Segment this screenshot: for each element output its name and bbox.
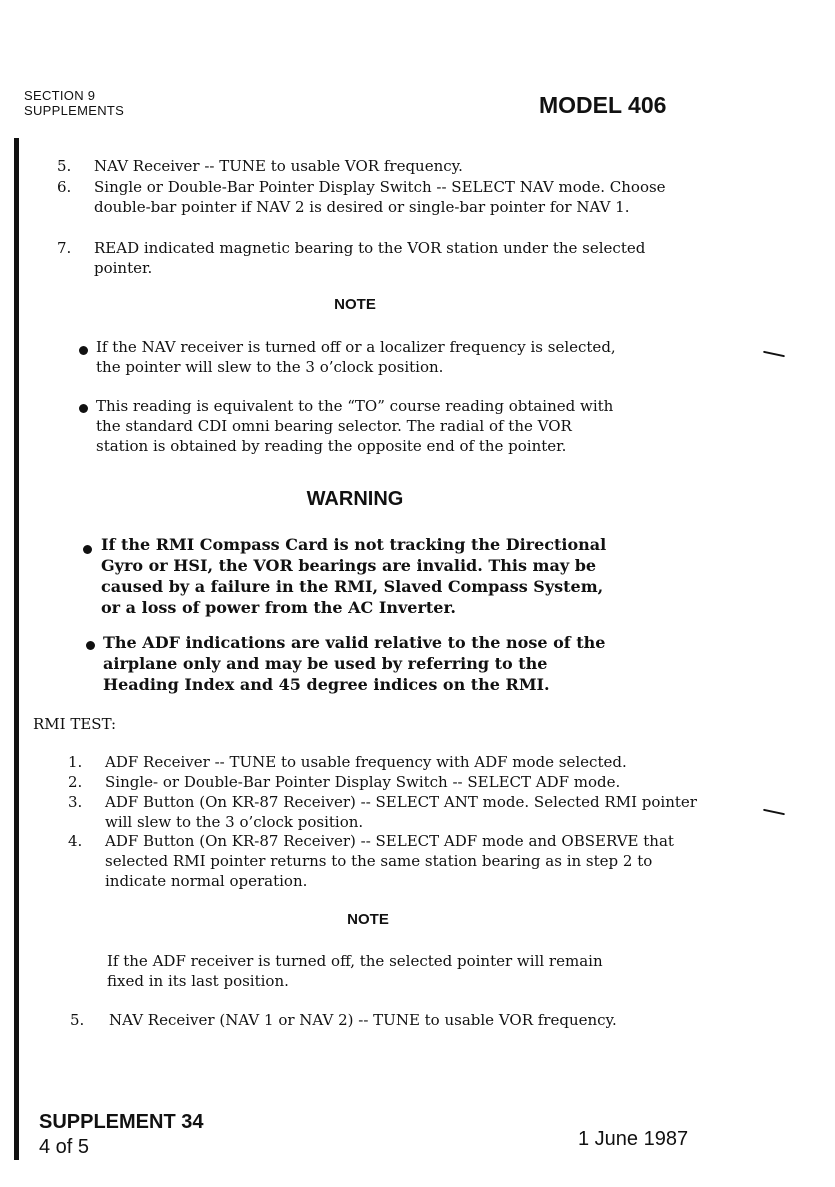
warning-bullet-text: The ADF indications are valid relative to the nose of the airplane only and may be used by referring to the Heading Index and 45 degree indices on the RMI. [103,633,606,694]
step-number: 5. [57,157,72,175]
step-text: ADF Button (On KR-87 Receiver) -- SELECT ANT mode. Selected RMI pointer will slew to the 3 o’clock position. [105,793,697,831]
step-number: 2. [68,773,83,791]
step-text: READ indicated magnetic bearing to the VOR station under the selected pointer. [94,239,646,277]
supplements-label: SUPPLEMENTS [24,103,125,118]
section-label: SECTION 9 [24,88,96,103]
note-text: If the ADF receiver is turned off, the selected pointer will remain fixed in its last position. [107,952,603,990]
step-text: Single- or Double-Bar Pointer Display Switch -- SELECT ADF mode. [105,773,621,791]
warning-bullet-text: If the RMI Compass Card is not tracking the Directional Gyro or HSI, the VOR bearings are invalid. This may be caused by a failure in the RMI, Slaved Compass System, or a loss of power from the AC Inverter. [101,535,607,617]
step-number: 6. [57,178,72,196]
step-number: 5. [70,1011,85,1029]
bullet-icon [79,404,88,413]
step-text: Single or Double-Bar Pointer Display Switch -- SELECT NAV mode. Choose double-bar pointer if NAV 2 is desired or single-bar pointer for NAV 1. [94,178,666,216]
model-title: MODEL 406 [539,92,667,118]
bullet-icon [79,346,88,355]
step-text: ADF Receiver -- TUNE to usable frequency with ADF mode selected. [105,753,627,771]
revision-date: 1 June 1987 [578,1128,689,1150]
step-number: 3. [68,793,83,811]
step-number: 7. [57,239,72,257]
step-number: 1. [68,753,83,771]
bullet-icon [86,641,95,650]
note-heading: NOTE [347,911,389,928]
supplement-label: SUPPLEMENT 34 [39,1111,204,1133]
warning-heading: WARNING [306,488,404,510]
page-number: 4 of 5 [39,1136,90,1158]
step-number: 4. [68,832,83,850]
revision-change-bar [14,138,19,1160]
bullet-icon [83,545,92,554]
note-bullet-text: This reading is equivalent to the “TO” course reading obtained with the standard CDI omni bearing selector. The radial of the VOR station is obtained by reading the opposite end of the pointer. [96,397,614,455]
rmi-test-title: RMI TEST: [33,715,117,733]
note-heading: NOTE [334,296,376,313]
note-bullet-text: If the NAV receiver is turned off or a localizer frequency is selected, the pointer will slew to the 3 o’clock position. [96,338,616,376]
step-text: ADF Button (On KR-87 Receiver) -- SELECT ADF mode and OBSERVE that selected RMI pointer returns to the same station bearing as in step 2 to indicate normal operation. [105,832,674,890]
margin-tick-mark [763,351,785,358]
step-text: NAV Receiver (NAV 1 or NAV 2) -- TUNE to usable VOR frequency. [109,1011,617,1029]
margin-tick-mark [763,809,785,816]
step-text: NAV Receiver -- TUNE to usable VOR frequency. [94,157,463,175]
